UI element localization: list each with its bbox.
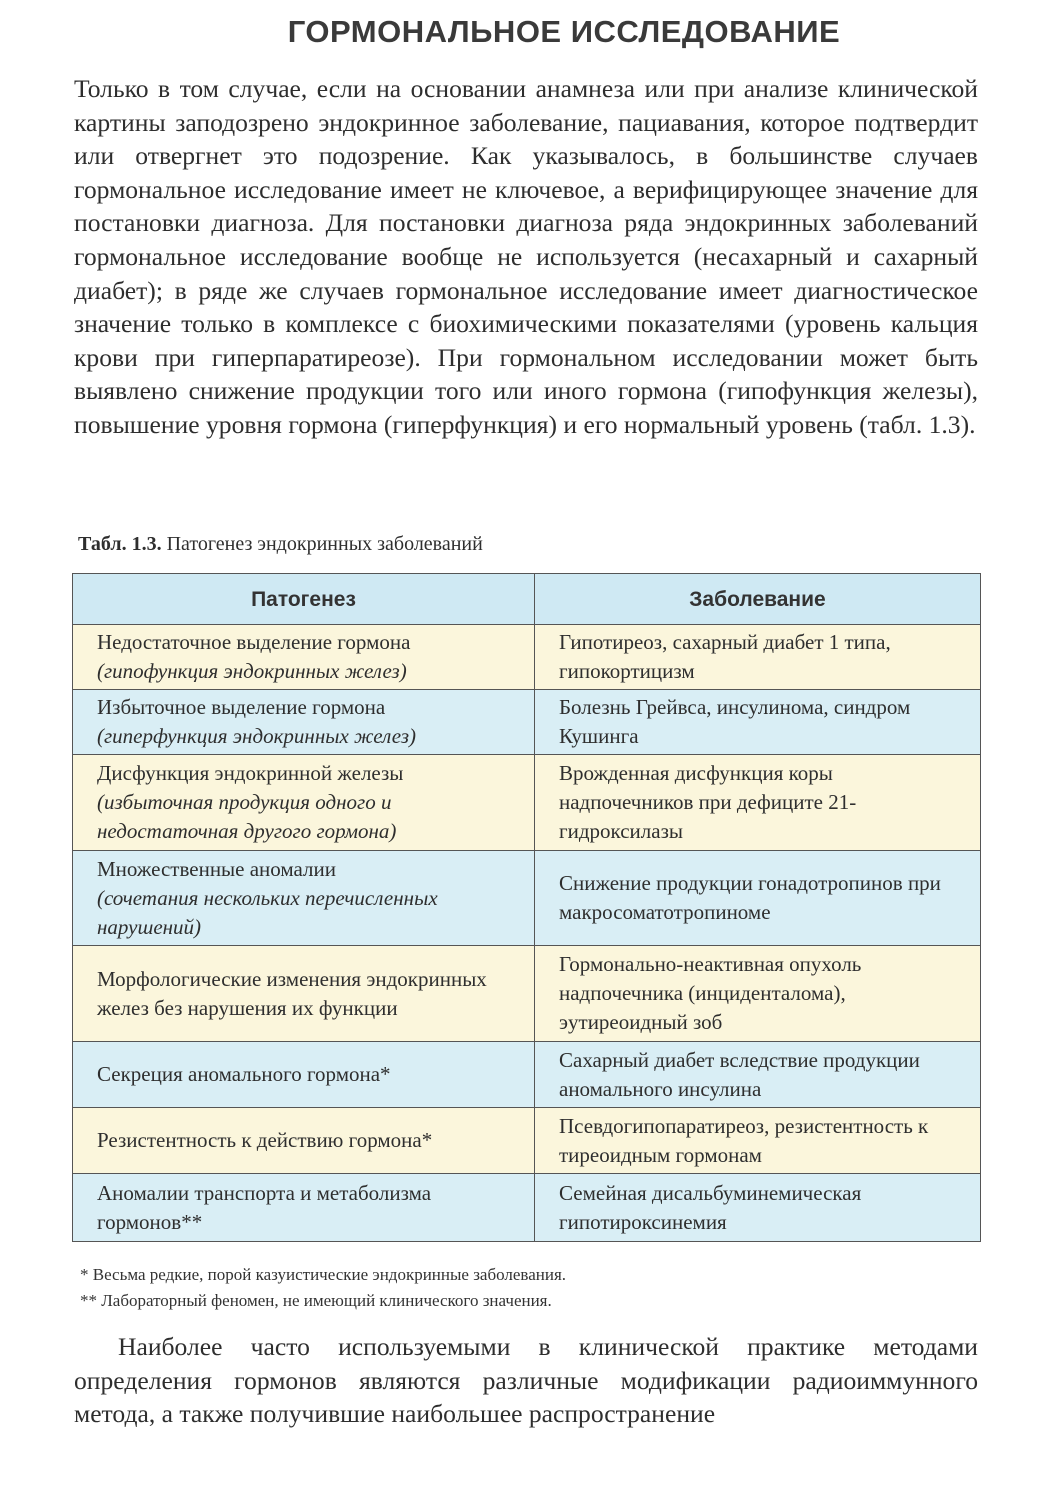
disease-cell: Снижение продукции гонадотропинов при макросоматотропиноме bbox=[535, 851, 981, 946]
section-title: ГОРМОНАЛЬНОЕ ИССЛЕДОВАНИЕ bbox=[287, 14, 841, 49]
table-caption-label: Табл. 1.3. bbox=[78, 533, 162, 555]
pathogenesis-cell bbox=[73, 1042, 535, 1108]
intro-paragraph: Только в том случае, если на основании анамнеза или при анализе клинической картины заподозрено эндокринное заболевание, пациавания, которое подтвердит или отвергнет это подозрение. Как указывалось, в большинстве случаев гормональное исследование имеет не ключевое, а верифицирующее значение для постановки диагноза. Для постановки диагноза ряда эндокринных заболеваний гормональное исследование вообще не используется (несахарный и сахарный диабет); в ряде же случаев гормональное исследование имеет диагностическое значение только в комплексе с биохимическими показателями (уровень кальция крови при гиперпаратиреозе). При гормональном исследовании может быть выявлено снижение продукции того или иного гормона (гипофункция железы), повышение уровня гормона (гиперфункция) и его нормальный уровень (табл. 1.3). bbox=[74, 74, 978, 439]
table-row bbox=[73, 946, 981, 1042]
table-row bbox=[73, 755, 981, 851]
table-row bbox=[73, 851, 981, 946]
mechanism-text: Секреция аномального гормона* bbox=[97, 1062, 391, 1086]
table-footnotes bbox=[80, 1262, 960, 1314]
disease-cell: Врожденная дисфункция коры надпочечников при дефиците 21-гидроксилазы bbox=[535, 755, 981, 851]
mechanism-text: Множественные аномалии bbox=[97, 856, 336, 881]
mechanism-note: (сочетания нескольких перечисленных нарушений) bbox=[97, 885, 438, 939]
table-row bbox=[73, 1174, 981, 1242]
disease-cell: Болезнь Грейвса, инсулинома, синдром Кушинга bbox=[535, 690, 981, 755]
pathogenesis-cell bbox=[73, 690, 535, 755]
disease-cell: Гипотиреоз, сахарный диабет 1 типа, гипокортицизм bbox=[535, 625, 981, 690]
footnote-rare-diseases: * Весьма редкие, порой казуистические эндокринные заболевания. bbox=[80, 1265, 567, 1284]
pathogenesis-table bbox=[72, 573, 981, 1242]
pathogenesis-cell bbox=[73, 946, 535, 1042]
table-row bbox=[73, 1108, 981, 1174]
table-caption bbox=[78, 533, 483, 556]
pathogenesis-cell bbox=[73, 755, 535, 851]
mechanism-text: Резистентность к действию гормона* bbox=[97, 1128, 433, 1152]
mechanism-text: Аномалии транспорта и метаболизма гормонов** bbox=[97, 1180, 432, 1234]
closing-paragraph: Наиболее часто используемыми в клинической практике методами определения гормонов являются различные модификации радиоиммунного метода, а также получившие наибольшее распространение bbox=[74, 1332, 978, 1429]
disease-cell: Семейная дисальбуминемическая гипотироксинемия bbox=[535, 1174, 981, 1242]
mechanism-note: (гипофункция эндокринных желез) bbox=[97, 659, 407, 683]
pathogenesis-cell bbox=[73, 1108, 535, 1174]
disease-cell: Псевдогипопаратиреоз, резистентность к тиреоидным гормонам bbox=[535, 1108, 981, 1174]
table-row bbox=[73, 690, 981, 755]
mechanism-note: (гиперфункция эндокринных желез) bbox=[97, 724, 417, 748]
header-disease: Заболевание bbox=[535, 574, 981, 625]
table-row bbox=[73, 625, 981, 690]
pathogenesis-cell bbox=[73, 1174, 535, 1242]
mechanism-text: Избыточное выделение гормона bbox=[97, 695, 386, 719]
footnote-lab-phenomenon: ** Лабораторный феномен, не имеющий клинического значения. bbox=[80, 1291, 552, 1310]
disease-cell: Гормонально-неактивная опухоль надпочечника (инциденталома), эутиреоидный зоб bbox=[535, 946, 981, 1042]
table-row bbox=[73, 1042, 981, 1108]
table-header-row bbox=[73, 574, 981, 625]
pathogenesis-cell bbox=[73, 851, 535, 946]
header-pathogenesis: Патогенез bbox=[73, 574, 535, 625]
mechanism-text: Морфологические изменения эндокринных желез без нарушения их функции bbox=[97, 966, 487, 1020]
mechanism-text: Дисфункция эндокринной железы bbox=[97, 761, 404, 785]
disease-cell: Сахарный диабет вследствие продукции аномального инсулина bbox=[535, 1042, 981, 1108]
table-caption-text: Патогенез эндокринных заболеваний bbox=[161, 533, 483, 555]
mechanism-text: Недостаточное выделение гормона bbox=[97, 630, 411, 654]
mechanism-note: (избыточная продукция одного и недостаточная другого гормона) bbox=[97, 790, 397, 843]
pathogenesis-cell bbox=[73, 625, 535, 690]
